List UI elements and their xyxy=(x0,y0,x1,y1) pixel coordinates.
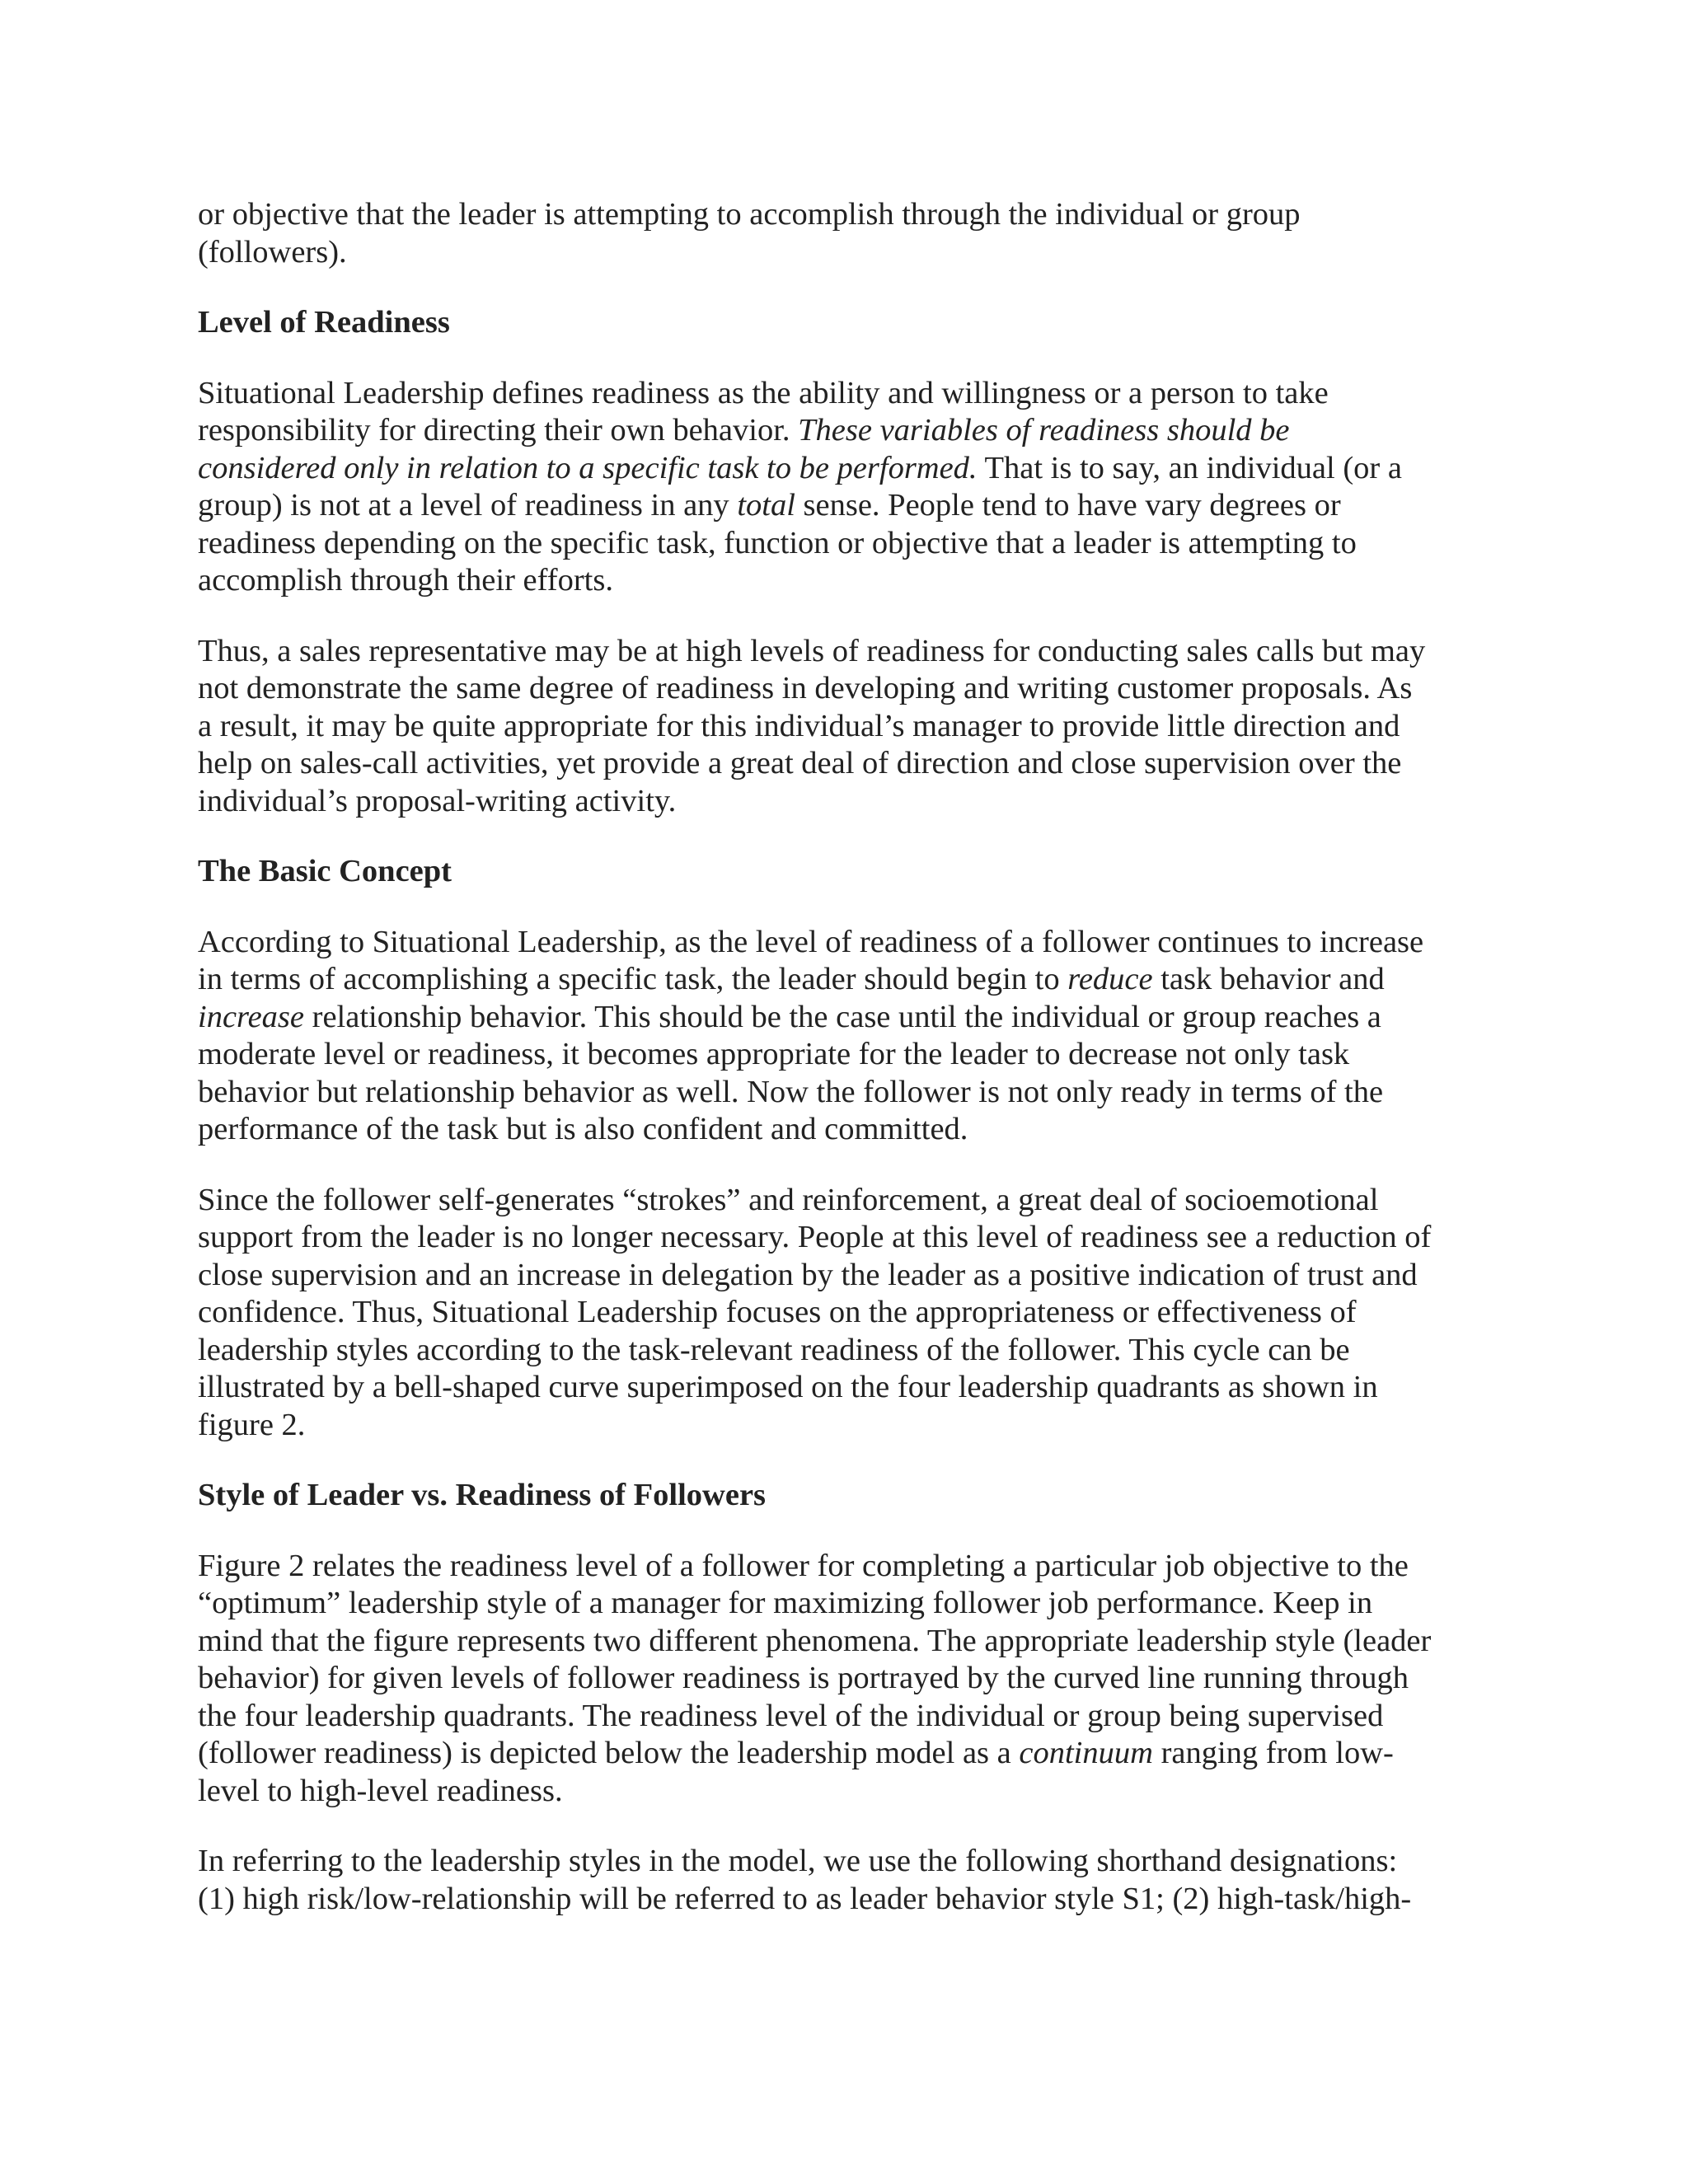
text-line xyxy=(198,1773,1517,1811)
paragraph xyxy=(198,1548,1517,1811)
text-line xyxy=(198,450,1517,488)
text-line xyxy=(198,1623,1517,1661)
text-run: leadership styles according to the task-relevant readiness of the follower. This cycle can be xyxy=(198,1332,1350,1367)
text-line xyxy=(198,1219,1517,1257)
text-run: group) is not at a level of readiness in any xyxy=(198,488,738,523)
text-run: ranging from low- xyxy=(1152,1736,1394,1770)
text-line xyxy=(198,783,1517,821)
text-run: (follower readiness) is depicted below the leadership model as a xyxy=(198,1736,1020,1770)
text-run: in terms of accomplishing a specific task, the leader should begin to xyxy=(198,962,1068,996)
text-line xyxy=(198,1585,1517,1623)
section-heading: The Basic Concept xyxy=(198,854,452,888)
text-run: That is to say, an individual (or a xyxy=(977,450,1402,485)
text-line xyxy=(198,708,1517,746)
text-run: individual’s proposal-writing activity. xyxy=(198,783,677,818)
italic-text: continuum xyxy=(1019,1736,1153,1770)
text-line xyxy=(198,375,1517,413)
text-run: In referring to the leadership styles in the model, we use the following shorthand designations: xyxy=(198,1844,1398,1878)
text-run: mind that the figure represents two different phenomena. The appropriate leadership style (leader xyxy=(198,1623,1432,1658)
text-run: readiness depending on the specific task, function or objective that a leader is attempting to xyxy=(198,525,1357,560)
text-line xyxy=(198,487,1517,525)
text-line xyxy=(198,1036,1517,1074)
text-run: not demonstrate the same degree of readiness in developing and writing customer proposals. As xyxy=(198,671,1413,705)
text-line xyxy=(198,1182,1517,1220)
text-run: relationship behavior. This should be the case until the individual or group reaches a xyxy=(304,999,1381,1034)
italic-text: These variables of readiness should be xyxy=(798,413,1290,448)
text-run: or objective that the leader is attempting to accomplish through the individual or group xyxy=(198,197,1301,232)
italic-text: increase xyxy=(198,999,304,1034)
text-line xyxy=(198,1074,1517,1112)
text-run: According to Situational Leadership, as the level of readiness of a follower continues to increase xyxy=(198,924,1424,959)
text-line xyxy=(198,1881,1517,1919)
text-run: confidence. Thus, Situational Leadership focuses on the appropriateness or effectiveness of xyxy=(198,1295,1357,1329)
text-line xyxy=(198,234,1517,272)
text-run: (1) high risk/low-relationship will be referred to as leader behavior style S1; (2) high-task/high- xyxy=(198,1881,1412,1916)
italic-text: total xyxy=(737,488,795,523)
text-run: accomplish through their efforts. xyxy=(198,563,613,598)
text-line xyxy=(198,999,1517,1037)
text-line xyxy=(198,1257,1517,1295)
text-run: level to high-level readiness. xyxy=(198,1773,563,1808)
text-line xyxy=(198,1369,1517,1407)
text-line xyxy=(198,196,1517,234)
text-run: Situational Leadership defines readiness as the ability and willingness or a person to take xyxy=(198,375,1329,410)
paragraph xyxy=(198,633,1517,821)
text-run: “optimum” leadership style of a manager for maximizing follower job performance. Keep in xyxy=(198,1586,1373,1620)
text-line xyxy=(198,1294,1517,1332)
text-line xyxy=(198,1698,1517,1736)
italic-text: reduce xyxy=(1067,962,1153,996)
text-run: support from the leader is no longer necessary. People at this level of readiness see a reduction of xyxy=(198,1220,1432,1254)
paragraph xyxy=(198,375,1517,600)
text-line xyxy=(198,670,1517,708)
text-run: performance of the task but is also confident and committed. xyxy=(198,1112,968,1146)
text-line xyxy=(198,525,1517,563)
text-run: close supervision and an increase in delegation by the leader as a positive indication of trust and xyxy=(198,1257,1418,1292)
italic-text: considered only in relation to a specific task to be performed. xyxy=(198,450,978,485)
text-run: the four leadership quadrants. The readiness level of the individual or group being supervised xyxy=(198,1698,1384,1733)
document-page xyxy=(198,196,1517,1951)
section-heading: Level of Readiness xyxy=(198,305,450,340)
text-run: behavior) for given levels of follower readiness is portrayed by the curved line running through xyxy=(198,1661,1409,1695)
text-run: responsibility for directing their own behavior. xyxy=(198,413,799,448)
text-run: sense. People tend to have vary degrees or xyxy=(795,488,1341,523)
text-run: (followers). xyxy=(198,234,347,269)
text-line xyxy=(198,745,1517,783)
text-run: a result, it may be quite appropriate for this individual’s manager to provide little direction and xyxy=(198,708,1400,743)
text-line xyxy=(198,1332,1517,1370)
text-line xyxy=(198,633,1517,671)
text-run: Since the follower self-generates “strokes” and reinforcement, a great deal of socioemotional xyxy=(198,1182,1379,1217)
text-run: illustrated by a bell-shaped curve superimposed on the four leadership quadrants as shown in xyxy=(198,1370,1378,1404)
text-run: Thus, a sales representative may be at high levels of readiness for conducting sales calls but may xyxy=(198,633,1426,668)
paragraph xyxy=(198,196,1517,271)
text-line xyxy=(198,562,1517,600)
text-line xyxy=(198,1660,1517,1698)
text-line xyxy=(198,1407,1517,1445)
text-run: moderate level or readiness, it becomes appropriate for the leader to decrease not only task xyxy=(198,1037,1350,1071)
text-line xyxy=(198,961,1517,999)
paragraph xyxy=(198,1843,1517,1918)
text-run: help on sales-call activities, yet provide a great deal of direction and close supervision over the xyxy=(198,746,1402,780)
section-heading: Style of Leader vs. Readiness of Followers xyxy=(198,1478,767,1512)
text-run: behavior but relationship behavior as well. Now the follower is not only ready in terms of the xyxy=(198,1074,1384,1109)
text-run: Figure 2 relates the readiness level of a follower for completing a particular job objective to the xyxy=(198,1548,1409,1583)
text-run: figure 2. xyxy=(198,1407,306,1442)
text-line xyxy=(198,1111,1517,1149)
text-run: task behavior and xyxy=(1152,962,1385,996)
text-line xyxy=(198,1548,1517,1586)
text-line xyxy=(198,924,1517,962)
text-line xyxy=(198,1843,1517,1881)
paragraph xyxy=(198,924,1517,1149)
text-line xyxy=(198,1735,1517,1773)
text-line xyxy=(198,412,1517,450)
paragraph xyxy=(198,1182,1517,1445)
